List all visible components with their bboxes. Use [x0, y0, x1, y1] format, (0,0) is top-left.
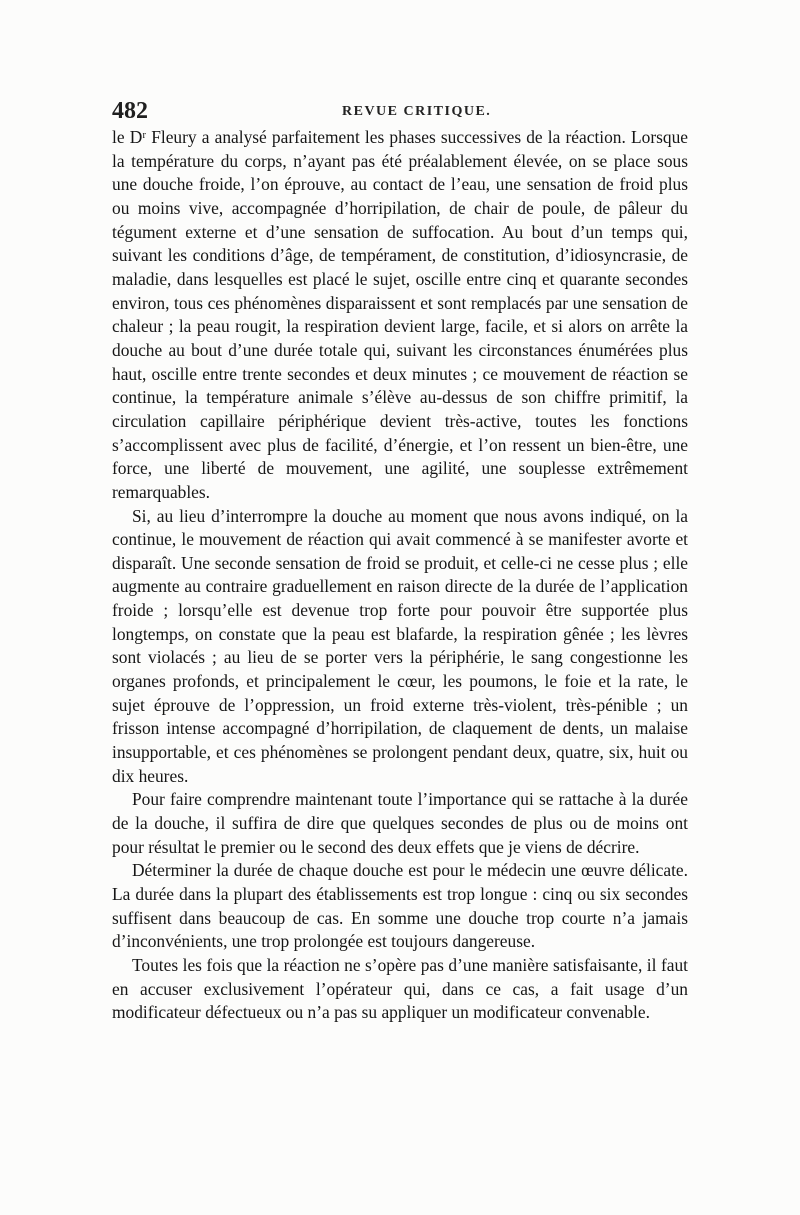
paragraph-4: Déterminer la durée de chaque douche est pour le médecin une œuvre délicate. La durée dans la plupart des établissements est trop longue : cinq ou six secondes suffisent dans beaucoup de cas. En somme une douche trop courte n’a jamais d’inconvénients, une trop prolongée est toujours dangereuse. — [112, 860, 688, 952]
paragraph-2: Si, au lieu d’interrompre la douche au moment que nous avons indiqué, on la continue, le mouvement de réaction qui avait commencé à se manifester avorte et disparaît. Une seconde sensation de froid se produit, et celle-ci ne cesse plus ; elle augmente au contraire graduellement en raison directe de la durée de l’application froide ; lorsqu’elle est devenue trop forte pour pouvoir être supportée plus longtemps, on constate que la peau est blafarde, la respiration gênée ; les lèvres sont violacés ; au lieu de se porter vers la périphérie, le sang congestionne les organes profonds, et principalement le cœur, les poumons, le foie et la rate, le sujet éprouve de l’oppression, un froid externe très-violent, très-pénible ; un frisson intense accompagné d’horripilation, de claquement de dents, un malaise insupportable, et ces phénomènes se prolongent pendant deux, quatre, six, huit ou dix heures. — [112, 505, 688, 786]
page-header — [112, 98, 702, 128]
body-text — [112, 126, 688, 1025]
paragraph-5: Toutes les fois que la réaction ne s’opère pas d’une manière satisfaisante, il faut en accuser exclusivement l’opérateur qui, dans ce cas, a fait usage d’un modificateur défectueux ou n’a pas su appliquer un modificateur convenable. — [112, 954, 688, 1023]
running-title: REVUE CRITIQUE. — [342, 104, 492, 119]
paragraph-3: Pour faire comprendre maintenant toute l’importance qui se rattache à la durée de la douche, il suffira de dire que quelques secondes de plus ou de moins ont pour résultat le premier ou le second des deux effets que je viens de décrire. — [112, 789, 688, 857]
paragraph-1: le Dʳ Fleury a analysé parfaitement les phases successives de la réaction. Lorsque la température du corps, n’ayant pas été préalablement élevée, on se place sous une douche froide, l’on éprouve, au contact de l’eau, une sensation de froid plus ou moins vive, accompagnée d’horripilation, de chair de poule, de pâleur du tégument externe et d’une sensation de suffocation. Au bout d’un temps qui, suivant les conditions d’âge, de tempérament, de constitution, d’idiosyncrasie, de maladie, dans lesquelles est placé le sujet, oscille entre cinq et quarante secondes environ, tous ces phénomènes disparaissent et sont remplacés par une sensation de chaleur ; la peau rougit, la respiration devient large, facile, et si alors on arrête la douche au bout d’une durée totale qui, suivant les circonstances énumérées plus haut, oscille entre trente secondes et deux minutes ; ce mouvement de réaction se continue, la température animale s’élève au-dessus de son chiffre primitif, la circulation capillaire périphérique devient très-active, toutes les fonctions s’accomplissent avec plus de facilité, d’énergie, et l’on ressent un bien-être, une force, une liberté de mouvement, une agilité, une souplesse extrêmement remarquables. — [112, 127, 688, 502]
page-number: 482 — [112, 98, 148, 124]
